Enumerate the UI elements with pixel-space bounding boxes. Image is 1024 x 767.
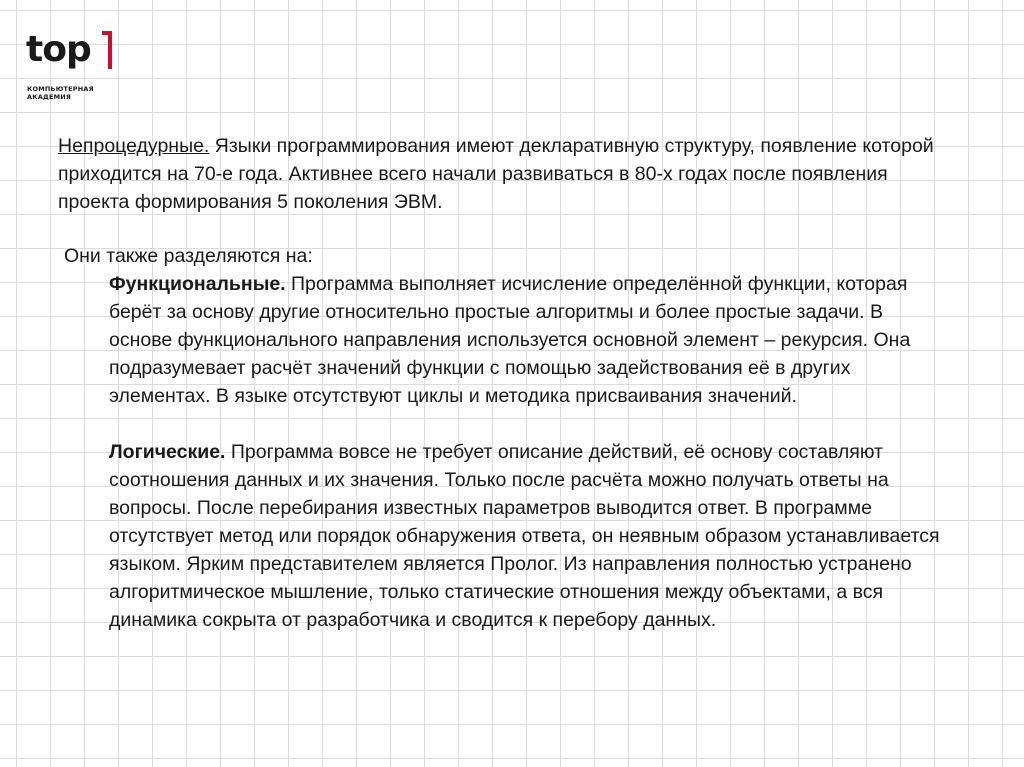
intro-line: Они также разделяются на: [64,245,313,267]
paragraph-nonprocedural-text: Языки программирования имеют декларативную структуру, появление которой приходится на 70-е года. Активнее всего начали развиваться в 80-х годах после появления проекта формирования 5 поколения ЭВМ. [58,135,934,213]
paragraph-nonprocedural [58,132,958,216]
item-logical [109,438,949,634]
logo-subtitle-line2: АКАДЕМИЯ [27,93,72,101]
term-logical: Логические. [109,441,226,463]
item-logical-text: Программа вовсе не требует описание действий, её основу составляют соотношения данных и их значения. Только после расчёта можно получать ответы на вопросы. После перебирания известных параметров выводится ответ. В программе отсутствует метод или порядок обнаружения ответа, он неявным образом устанавливается языком. Ярким представителем является Пролог. Из направления полностью устранено алгоритмическое мышление, только статические отношения между объектами, а вся динамика сокрыта от разработчика и сводится к перебору данных. [109,441,940,631]
term-nonprocedural: Непроцедурные. [58,135,210,157]
logo-bracket-mark [102,31,112,69]
slide-content [58,132,958,634]
item-functional [109,270,949,410]
item-functional-text: Программа выполняет исчисление определённой функции, которая берёт за основу другие относительно простые алгоритмы и более простые задачи. В основе функционального направления используется основной элемент – рекурсия. Она подразумевает расчёт значений функции с помощью задействования её в других элементах. В языке отсутствуют циклы и методика присваивания значений. [109,273,911,407]
logo-subtitle [27,85,117,101]
logo-wordmark: top [26,29,91,70]
logo-subtitle-line1: КОМПЬЮТЕРНАЯ [27,85,94,93]
logo [26,24,136,104]
term-functional: Функциональные. [109,273,286,295]
